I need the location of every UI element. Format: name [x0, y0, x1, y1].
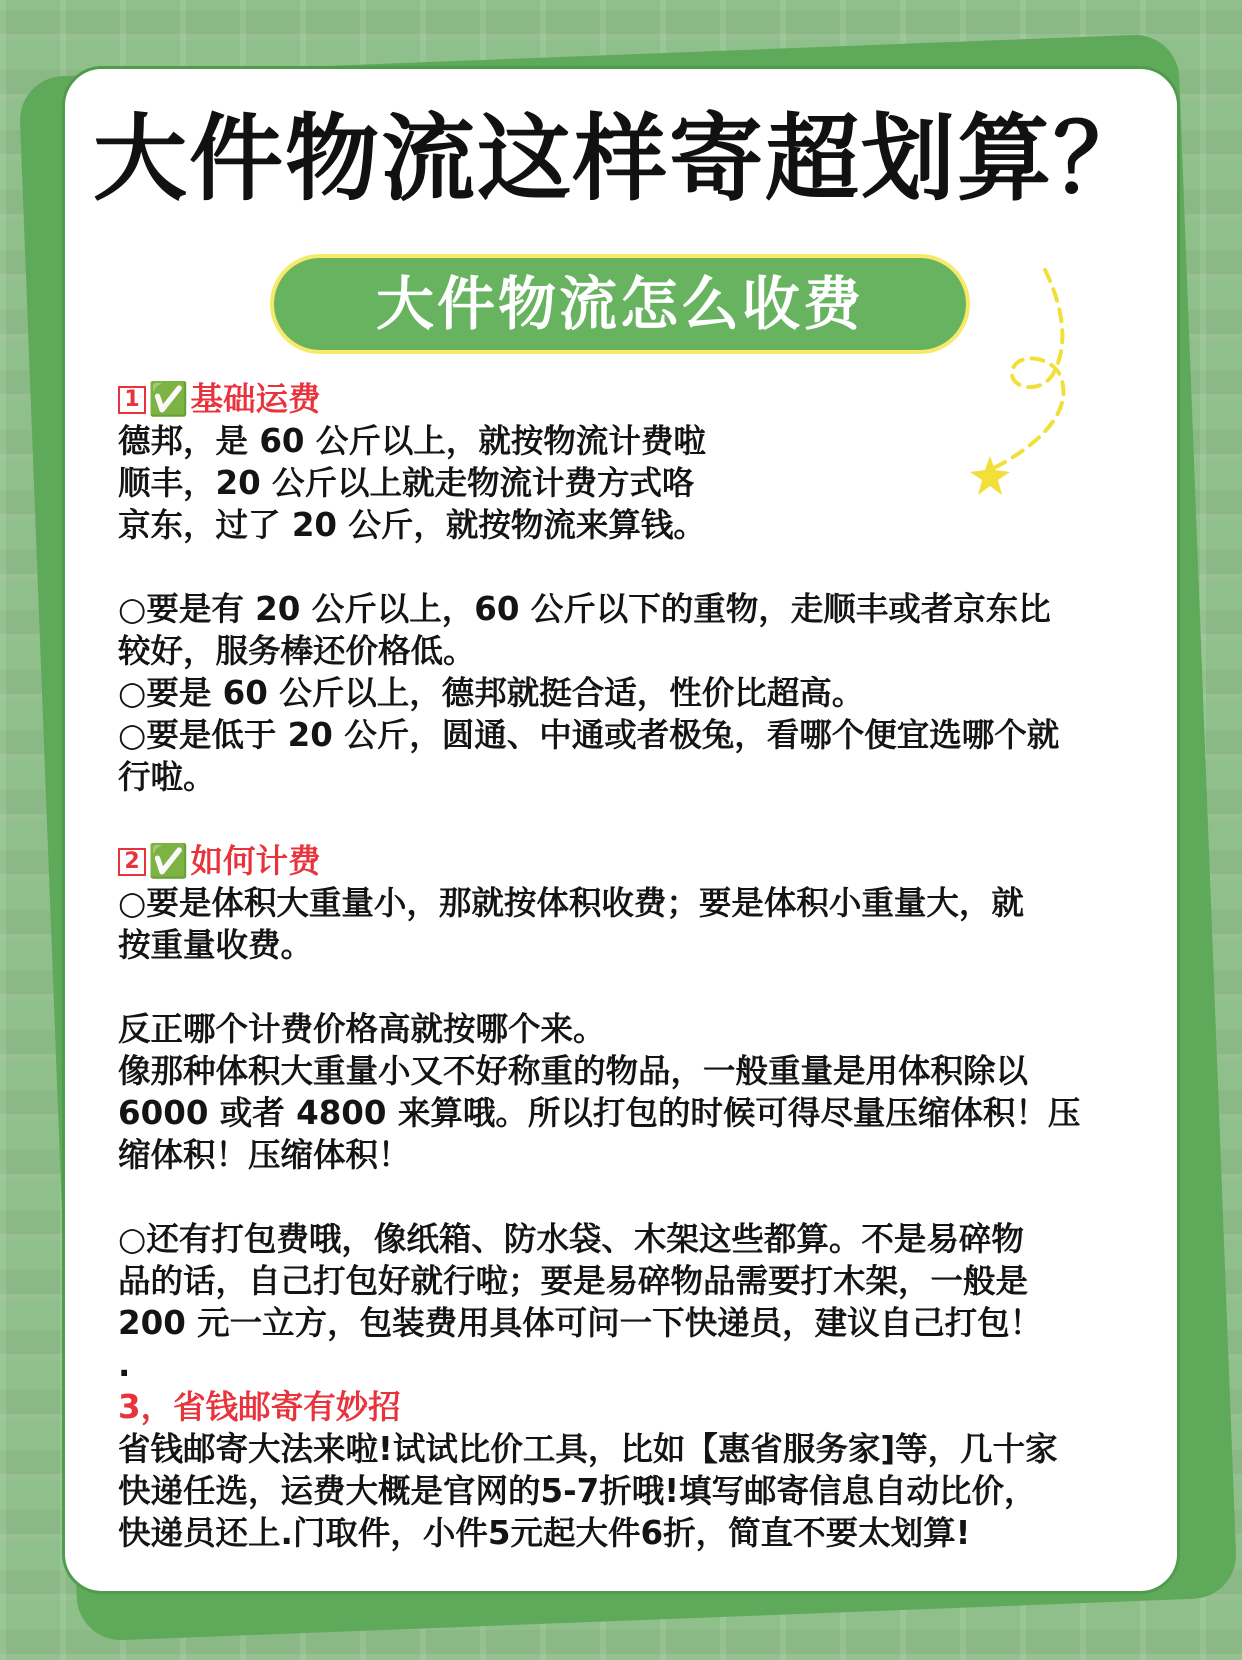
- text-line: 缩体积！压缩体积！: [118, 1136, 411, 1174]
- blank-line: [118, 966, 1128, 1008]
- text-line: 200 元一立方，包装费用具体可问一下快递员，建议自己打包！: [118, 1304, 1043, 1342]
- check-icon: ✅: [148, 842, 189, 880]
- text-line: 快递任选，运费大概是官网的5-7折哦!填写邮寄信息自动比价，: [118, 1472, 1037, 1510]
- text-line: ○还有打包费哦，像纸箱、防水袋、木架这些都算。不是易碎物: [118, 1220, 1024, 1258]
- text-line: 京东，过了 20 公斤，就按物流来算钱。: [118, 506, 706, 544]
- text-line: 省钱邮寄大法来啦!试试比价工具，比如【惠省服务家]等，几十家: [118, 1430, 1058, 1468]
- text-line: 快递员还上.门取件，小件5元起大件6折，简直不要太划算!: [118, 1514, 971, 1552]
- text-line: 品的话，自己打包好就行啦；要是易碎物品需要打木架，一般是: [118, 1262, 1029, 1300]
- text-line: ○要是 60 公斤以上，德邦就挺合适，性价比超高。: [118, 674, 865, 712]
- blank-line: [118, 798, 1128, 840]
- subtitle-pill: 大件物流怎么收费: [270, 254, 970, 354]
- text-line: ○要是体积大重量小，那就按体积收费；要是体积小重量大，就: [118, 884, 1024, 922]
- text-line: 较好，服务棒还价格低。: [118, 632, 476, 670]
- text-line: 德邦，是 60 公斤以上，就按物流计费啦: [118, 422, 706, 460]
- text-line: ○要是低于 20 公斤，圆通、中通或者极兔，看哪个便宜选哪个就: [118, 716, 1060, 754]
- section-title: 如何计费: [190, 842, 321, 880]
- blank-line: [118, 1176, 1128, 1218]
- section-heading: [118, 378, 1128, 420]
- page-title: 大件物流这样寄超划算？: [92, 105, 1149, 214]
- text-line: 顺丰，20 公斤以上就走物流计费方式咯: [118, 464, 695, 502]
- text-line: 行啦。: [118, 758, 216, 796]
- section-title: 3，省钱邮寄有妙招: [118, 1388, 401, 1426]
- article-body: [118, 378, 1128, 1554]
- number-badge: 1: [118, 386, 146, 414]
- number-badge: 2: [118, 848, 146, 876]
- blank-line: [118, 546, 1128, 588]
- section-heading: [118, 840, 1128, 882]
- check-icon: ✅: [148, 380, 189, 418]
- text-line: 按重量收费。: [118, 926, 314, 964]
- text-line: .: [118, 1346, 131, 1384]
- text-line: 像那种体积大重量小又不好称重的物品，一般重量是用体积除以: [118, 1052, 1029, 1090]
- text-line: ○要是有 20 公斤以上，60 公斤以下的重物，走顺丰或者京东比: [118, 590, 1051, 628]
- section-title: 基础运费: [190, 380, 321, 418]
- text-line: 6000 或者 4800 来算哦。所以打包的时候可得尽量压缩体积！压: [118, 1094, 1081, 1132]
- text-line: 反正哪个计费价格高就按哪个来。: [118, 1010, 606, 1048]
